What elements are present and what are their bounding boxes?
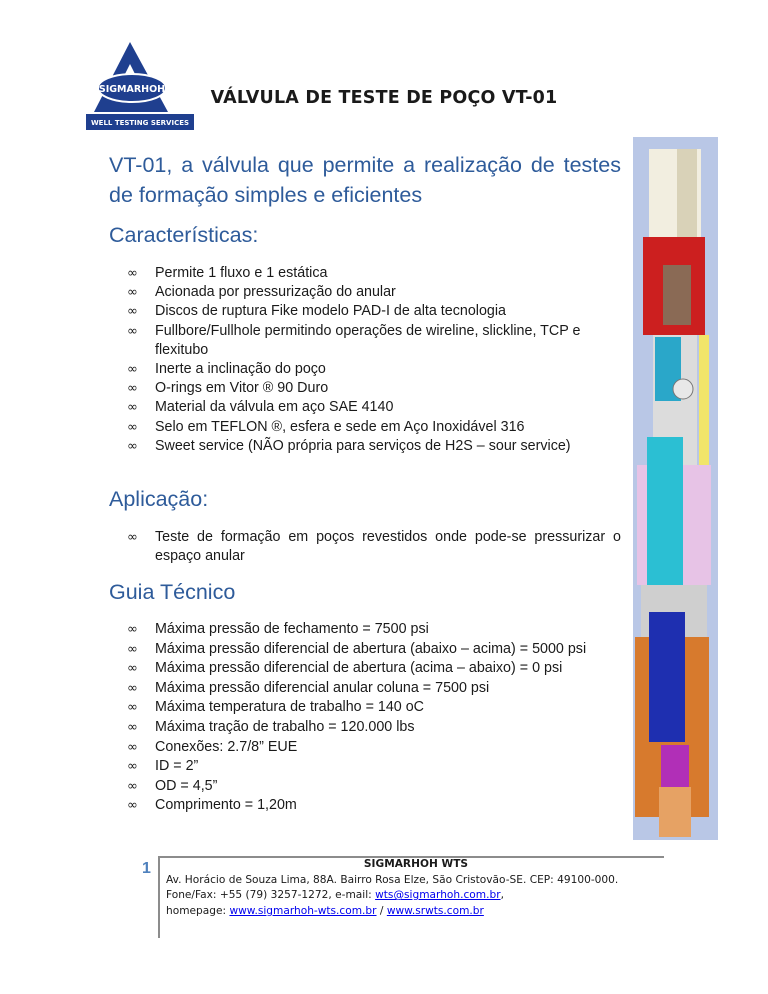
aplicacao-list [127, 528, 621, 566]
footer [166, 857, 666, 919]
bullet-infinity-icon: ∞ [127, 622, 138, 637]
list-item: ∞ O-rings em Vitor ® 90 Duro [127, 379, 625, 398]
bullet-infinity-icon: ∞ [127, 400, 138, 416]
list-item: ∞ Máxima pressão diferencial anular coluna = 7500 psi [127, 679, 621, 699]
email-link[interactable]: wts@sigmarhoh.com.br [375, 889, 501, 902]
list-item: ∞ Teste de formação em poços revestidos onde pode-se pressurizar o espaço anular [127, 529, 621, 565]
valve-cross-section-image [633, 137, 718, 840]
bullet-infinity-icon: ∞ [127, 530, 138, 545]
list-item: ∞ ID = 2” [127, 757, 621, 777]
heading-caracteristicas: Características: [109, 223, 259, 247]
footer-address: Av. Horácio de Souza Lima, 88A. Bairro Rosa Elze, São Cristovão-SE. CEP: 49100-000. [166, 873, 619, 886]
bullet-infinity-icon: ∞ [127, 661, 138, 677]
list-item: ∞ Máxima pressão diferencial de abertura (abaixo – acima) = 5000 psi [127, 640, 621, 660]
bullet-infinity-icon: ∞ [127, 362, 138, 378]
bullet-infinity-icon: ∞ [127, 700, 138, 716]
heading-guia-tecnico: Guia Técnico [109, 580, 236, 604]
list-item: ∞ Material da válvula em aço SAE 4140 [127, 398, 625, 417]
list-item: ∞ Comprimento = 1,20m [127, 796, 621, 816]
list-item: ∞ Inerte a inclinação do poço [127, 360, 625, 379]
caracteristicas-list [127, 264, 625, 456]
list-item: ∞ Máxima tração de trabalho = 120.000 lbs [127, 718, 621, 738]
bullet-infinity-icon: ∞ [127, 778, 138, 794]
guia-tecnico-list [127, 620, 621, 816]
footer-homepage: homepage: www.sigmarhoh-wts.com.br / www.srwts.com.br [166, 904, 484, 917]
homepage-link-2[interactable]: www.srwts.com.br [386, 904, 484, 917]
list-item: ∞ Fullbore/Fullhole permitindo operações de wireline, slickline, TCP e flexitubo [127, 322, 581, 358]
bullet-infinity-icon: ∞ [127, 304, 138, 320]
bullet-infinity-icon: ∞ [127, 680, 138, 696]
list-item: ∞ Conexões: 2.7/8” EUE [127, 738, 621, 758]
bullet-infinity-icon: ∞ [127, 739, 138, 755]
heading-aplicacao: Aplicação: [109, 487, 209, 511]
bullet-infinity-icon: ∞ [127, 438, 138, 454]
bullet-infinity-icon: ∞ [127, 759, 138, 775]
page-number: 1 [142, 860, 151, 877]
document-title: VÁLVULA DE TESTE DE POÇO VT-01 [210, 88, 558, 108]
logo-subtitle: WELL TESTING SERVICES [90, 119, 190, 127]
footer-contact: Fone/Fax: +55 (79) 3257-1272, e-mail: wts@sigmarhoh.com.br, [166, 889, 504, 902]
bullet-infinity-icon: ∞ [127, 323, 138, 339]
homepage-link-1[interactable]: www.sigmarhoh-wts.com.br [229, 904, 377, 917]
footer-company: SIGMARHOH WTS [363, 858, 469, 870]
bullet-infinity-icon: ∞ [127, 798, 138, 814]
bullet-infinity-icon: ∞ [127, 419, 138, 435]
logo-wordmark: SIGMARHOH [98, 84, 166, 95]
intro-paragraph: VT-01, a válvula que permite a realização de testes de formação simples e eficientes [109, 153, 621, 207]
list-item: ∞ OD = 4,5” [127, 777, 621, 797]
list-item: ∞ Permite 1 fluxo e 1 estática [127, 264, 625, 283]
list-item: ∞ Acionada por pressurização do anular [127, 283, 625, 302]
list-item: ∞ Máxima temperatura de trabalho = 140 oC [127, 698, 621, 718]
list-item: ∞ Sweet service (NÃO própria para serviços de H2S – sour service) [127, 437, 625, 456]
bullet-infinity-icon: ∞ [127, 719, 138, 735]
list-item: ∞ Selo em TEFLON ®, esfera e sede em Aço Inoxidável 316 [127, 418, 625, 437]
bullet-infinity-icon: ∞ [127, 285, 138, 301]
bullet-infinity-icon: ∞ [127, 266, 138, 281]
list-item: ∞ Máxima pressão de fechamento = 7500 psi [127, 620, 621, 640]
bullet-infinity-icon: ∞ [127, 641, 138, 657]
list-item: ∞ Máxima pressão diferencial de abertura (acima – abaixo) = 0 psi [127, 659, 621, 679]
list-item: ∞ Discos de ruptura Fike modelo PAD-I de alta tecnologia [127, 302, 625, 321]
bullet-infinity-icon: ∞ [127, 381, 138, 397]
footer-vertical-rule [158, 856, 160, 938]
company-logo [84, 40, 196, 132]
